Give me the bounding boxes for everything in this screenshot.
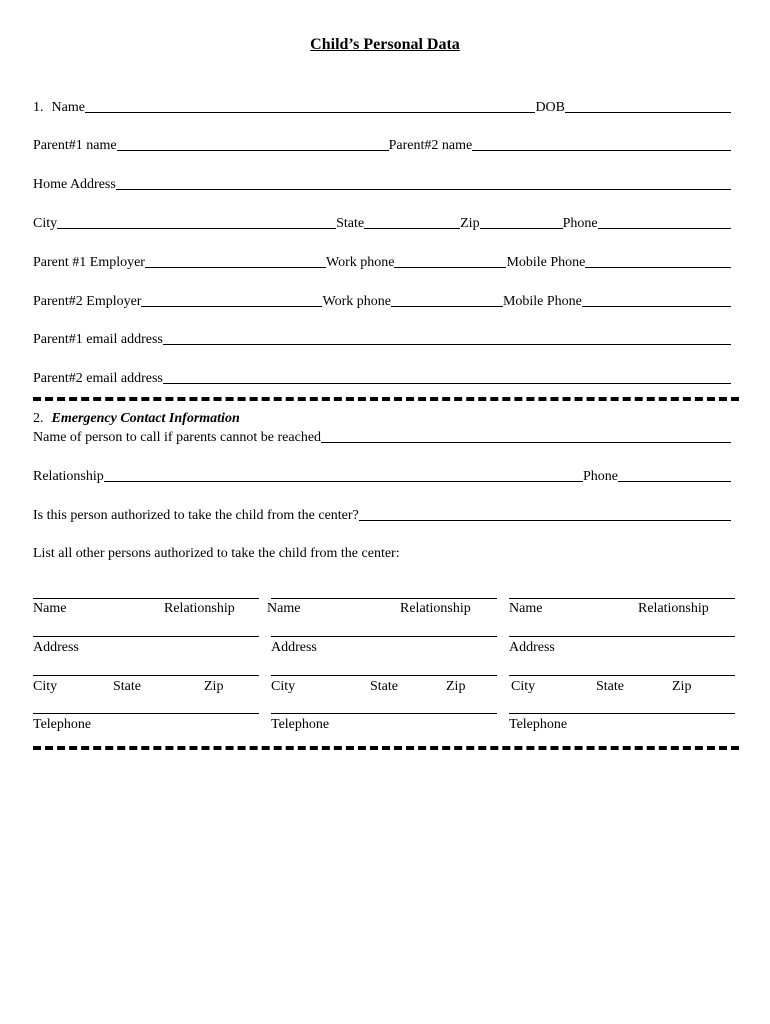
parent2-employer-field[interactable] [141,292,322,307]
parent2-work-phone-field[interactable] [391,292,503,307]
contact2-telephone-label: Telephone [271,717,330,732]
contact1-relationship-label: Relationship [164,601,235,616]
relationship-row [33,465,731,485]
parent2-employer-label: Parent#2 Employer [33,294,142,309]
relationship-field[interactable] [104,467,583,482]
contact2-zip-label: Zip [446,679,466,694]
contact3-state-label: State [596,679,624,694]
section2-heading-row [33,407,731,427]
parent1-employer-field[interactable] [145,253,326,268]
parent2-email-field[interactable] [163,369,731,384]
section2-heading: Emergency Contact Information [51,411,240,426]
contact1-zip-label: Zip [204,679,224,694]
phone-label: Phone [562,216,598,231]
parent-names-row [33,134,731,154]
contact3-name-line[interactable] [509,598,735,599]
contact1-address-line[interactable] [33,636,259,637]
person-to-call-field[interactable] [321,428,731,443]
parent1-email-field[interactable] [163,330,731,345]
zip-field[interactable] [480,214,563,229]
authorized-row [33,504,731,524]
parent1-work-phone-label: Work phone [325,255,395,270]
name-row [33,96,731,116]
parent1-mobile-phone-label: Mobile Phone [506,255,586,270]
parent1-name-label: Parent#1 name [33,138,117,153]
contact2-address-line[interactable] [271,636,497,637]
contact3-relationship-label: Relationship [638,601,709,616]
city-row [33,212,731,232]
contact2-address-label: Address [271,640,317,655]
contact2-telephone-line[interactable] [271,713,497,714]
page-title: Child’s Personal Data [310,36,460,53]
contact3-telephone-label: Telephone [509,717,568,732]
city-label: City [33,216,58,231]
parent1-email-row [33,328,731,348]
state-label: State [336,216,365,231]
city-field[interactable] [57,214,336,229]
parent2-email-label: Parent#2 email address [33,371,163,386]
contact2-city-label: City [271,679,296,694]
parent2-mobile-phone-field[interactable] [582,292,731,307]
contact1-address-label: Address [33,640,79,655]
contact1-name-label: Name [33,601,67,616]
section-number: 1. [33,100,44,115]
parent2-name-field[interactable] [472,136,731,151]
zip-label: Zip [460,216,480,231]
contact-block-2 [267,590,497,750]
contact1-telephone-line[interactable] [33,713,259,714]
contact1-city-label: City [33,679,58,694]
parent1-work-phone-field[interactable] [394,253,506,268]
dob-label: DOB [535,100,565,115]
relationship-label: Relationship [33,469,104,484]
name-label: Name [51,100,85,115]
person-to-call-row [33,426,731,446]
contact3-zip-label: Zip [672,679,692,694]
parent2-name-label: Parent#2 name [388,138,473,153]
name-field[interactable] [85,98,536,113]
contact3-telephone-line[interactable] [509,713,735,714]
contact-block-1 [33,590,259,750]
section2-number: 2. [33,411,44,426]
parent2-email-row [33,367,731,387]
contact3-city-label: City [511,679,536,694]
parent2-work-phone-label: Work phone [322,294,391,309]
contact3-city-line[interactable] [509,675,735,676]
contact2-relationship-label: Relationship [400,601,471,616]
phone-field[interactable] [598,214,731,229]
contact-block-3 [509,590,735,750]
contact2-name-label: Name [267,601,301,616]
person-to-call-label: Name of person to call if parents cannot be reached [33,430,322,445]
bottom-divider [33,746,739,750]
contact1-state-label: State [113,679,141,694]
contact3-name-label: Name [509,601,543,616]
contact2-city-line[interactable] [271,675,497,676]
authorized-field[interactable] [359,506,731,521]
contact2-name-line[interactable] [271,598,497,599]
dob-field[interactable] [565,98,731,113]
contact1-name-line[interactable] [33,598,259,599]
parent2-mobile-phone-label: Mobile Phone [502,294,582,309]
emergency-phone-label: Phone [583,469,618,484]
contact3-address-line[interactable] [509,636,735,637]
parent1-employer-row [33,251,731,271]
home-address-label: Home Address [33,177,116,192]
list-instruction: List all other persons authorized to take the child from the center: [33,546,400,561]
home-address-row [33,173,731,193]
parent1-name-field[interactable] [117,136,389,151]
emergency-phone-field[interactable] [618,467,731,482]
contact3-address-label: Address [509,640,555,655]
contact1-telephone-label: Telephone [33,717,92,732]
parent1-mobile-phone-field[interactable] [585,253,731,268]
home-address-field[interactable] [116,175,731,190]
contact1-city-line[interactable] [33,675,259,676]
contact2-state-label: State [370,679,398,694]
parent2-employer-row [33,290,731,310]
state-field[interactable] [364,214,460,229]
section-divider [33,397,739,401]
parent1-employer-label: Parent #1 Employer [33,255,145,270]
authorized-question: Is this person authorized to take the child from the center? [33,508,359,523]
list-instruction-row [33,542,731,562]
parent1-email-label: Parent#1 email address [33,332,163,347]
